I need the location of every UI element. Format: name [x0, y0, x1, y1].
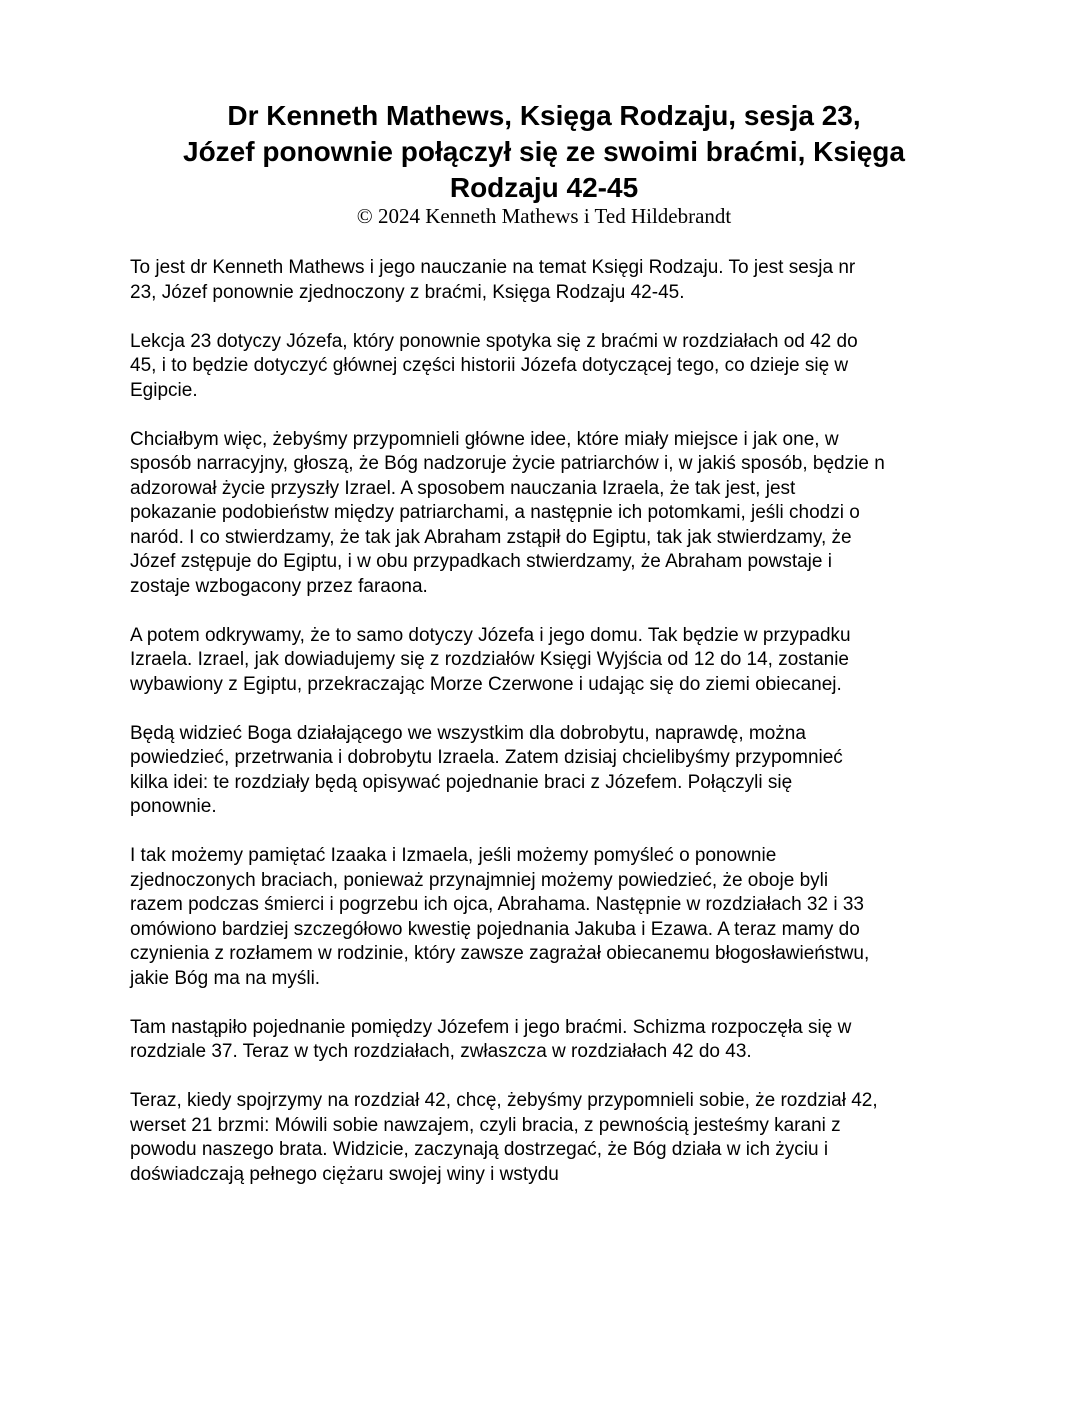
text-line: Lekcja 23 dotyczy Józefa, który ponownie spotyka się z braćmi w rozdziałach od 42 do — [130, 330, 858, 352]
paragraph — [130, 428, 960, 600]
text-line: naród. I co stwierdzamy, że tak jak Abraham zstąpił do Egiptu, tak jak stwierdzamy, że — [130, 526, 852, 548]
text-line: doświadczają pełnego ciężaru swojej winy i wstydu — [130, 1163, 559, 1185]
title-line: Józef ponownie połączył się ze swoimi braćmi, Księga — [183, 136, 905, 167]
text-line: A potem odkrywamy, że to samo dotyczy Józefa i jego domu. Tak będzie w przypadku — [130, 624, 851, 646]
title-line: Rodzaju 42-45 — [449, 172, 639, 203]
text-line: To jest dr Kenneth Mathews i jego nauczanie na temat Księgi Rodzaju. To jest sesja nr — [130, 257, 856, 278]
title-line: Dr Kenneth Mathews, Księga Rodzaju, sesja 23, — [227, 100, 861, 131]
document-body — [130, 256, 960, 1212]
text-line: wybawiony z Egiptu, przekraczając Morze Czerwone i udając się do ziemi obiecanej. — [130, 673, 842, 695]
paragraph — [130, 330, 960, 404]
text-line: Tam nastąpiło pojednanie pomiędzy Józefem i jego braćmi. Schizma rozpoczęła się w — [130, 1016, 852, 1038]
text-line: powiedzieć, przetrwania i dobrobytu Izraela. Zatem dzisiaj chcielibyśmy przypomnieć — [130, 747, 843, 768]
text-line: sposób narracyjny, głoszą, że Bóg nadzoruje życie patriarchów i, w jakiś sposób, będzie n — [130, 453, 885, 474]
text-line: adzorował życie przyszły Izrael. A sposobem nauczania Izraela, że tak jest, jest — [130, 477, 796, 499]
paragraph — [130, 1016, 960, 1065]
text-line: Teraz, kiedy spojrzymy na rozdział 42, chcę, żebyśmy przypomnieli sobie, że rozdział 42, — [130, 1090, 878, 1111]
text-line: rozdziale 37. Teraz w tych rozdziałach, zwłaszcza w rozdziałach 42 do 43. — [130, 1041, 752, 1062]
text-line: zostaje wzbogacony przez faraona. — [130, 575, 428, 597]
header — [120, 98, 968, 228]
text-line: kilka idei: te rozdziały będą opisywać pojednanie braci z Józefem. Połączyli się — [130, 771, 793, 793]
paragraph — [130, 624, 960, 698]
text-line: omówiono bardziej szczegółowo kwestię pojednania Jakuba i Ezawa. A teraz mamy do — [130, 918, 860, 940]
text-line: razem podczas śmierci i pogrzebu ich ojca, Abrahama. Następnie w rozdziałach 32 i 33 — [130, 894, 864, 915]
text-line: Chciałbym więc, żebyśmy przypomnieli główne idee, które miały miejsce i jak one, w — [130, 428, 839, 450]
text-line: 23, Józef ponownie zjednoczony z braćmi, Księga Rodzaju 42-45. — [130, 281, 685, 303]
paragraph — [130, 1089, 960, 1187]
text-line: I tak możemy pamiętać Izaaka i Izmaela, jeśli możemy pomyśleć o ponownie — [130, 845, 777, 866]
paragraph — [130, 844, 960, 991]
text-line: zjednoczonych braciach, ponieważ przynajmniej możemy powiedzieć, że oboje byli — [130, 869, 829, 891]
text-line: jakie Bóg ma na myśli. — [130, 967, 321, 989]
text-line: czynienia z rozłamem w rodzinie, który zawsze zagrażał obiecanemu błogosławieństwu, — [130, 943, 870, 964]
text-line: pokazanie podobieństw między patriarchami, a następnie ich potomkami, jeśli chodzi o — [130, 502, 860, 523]
paragraph — [130, 722, 960, 820]
text-line: powodu naszego brata. Widzicie, zaczynają dostrzegać, że Bóg działa w ich życiu i — [130, 1139, 829, 1160]
page-title — [120, 98, 968, 206]
paragraph — [130, 256, 960, 305]
text-line: Józef zstępuje do Egiptu, i w obu przypadkach stwierdzamy, że Abraham powstaje i — [130, 551, 832, 572]
text-line: 45, i to będzie dotyczyć głównej części historii Józefa dotyczącej tego, co dzieje się w — [130, 355, 849, 376]
text-line: werset 21 brzmi: Mówili sobie nawzajem, czyli bracia, z pewnością jesteśmy karani z — [130, 1114, 841, 1136]
text-line: Egipcie. — [130, 379, 198, 401]
text-line: Izraela. Izrael, jak dowiadujemy się z rozdziałów Księgi Wyjścia od 12 do 14, zostanie — [130, 649, 850, 670]
text-line: Będą widzieć Boga działającego we wszystkim dla dobrobytu, naprawdę, można — [130, 722, 806, 744]
text-line: ponownie. — [130, 796, 217, 817]
copyright-notice: © 2024 Kenneth Mathews i Ted Hildebrandt — [356, 204, 732, 228]
